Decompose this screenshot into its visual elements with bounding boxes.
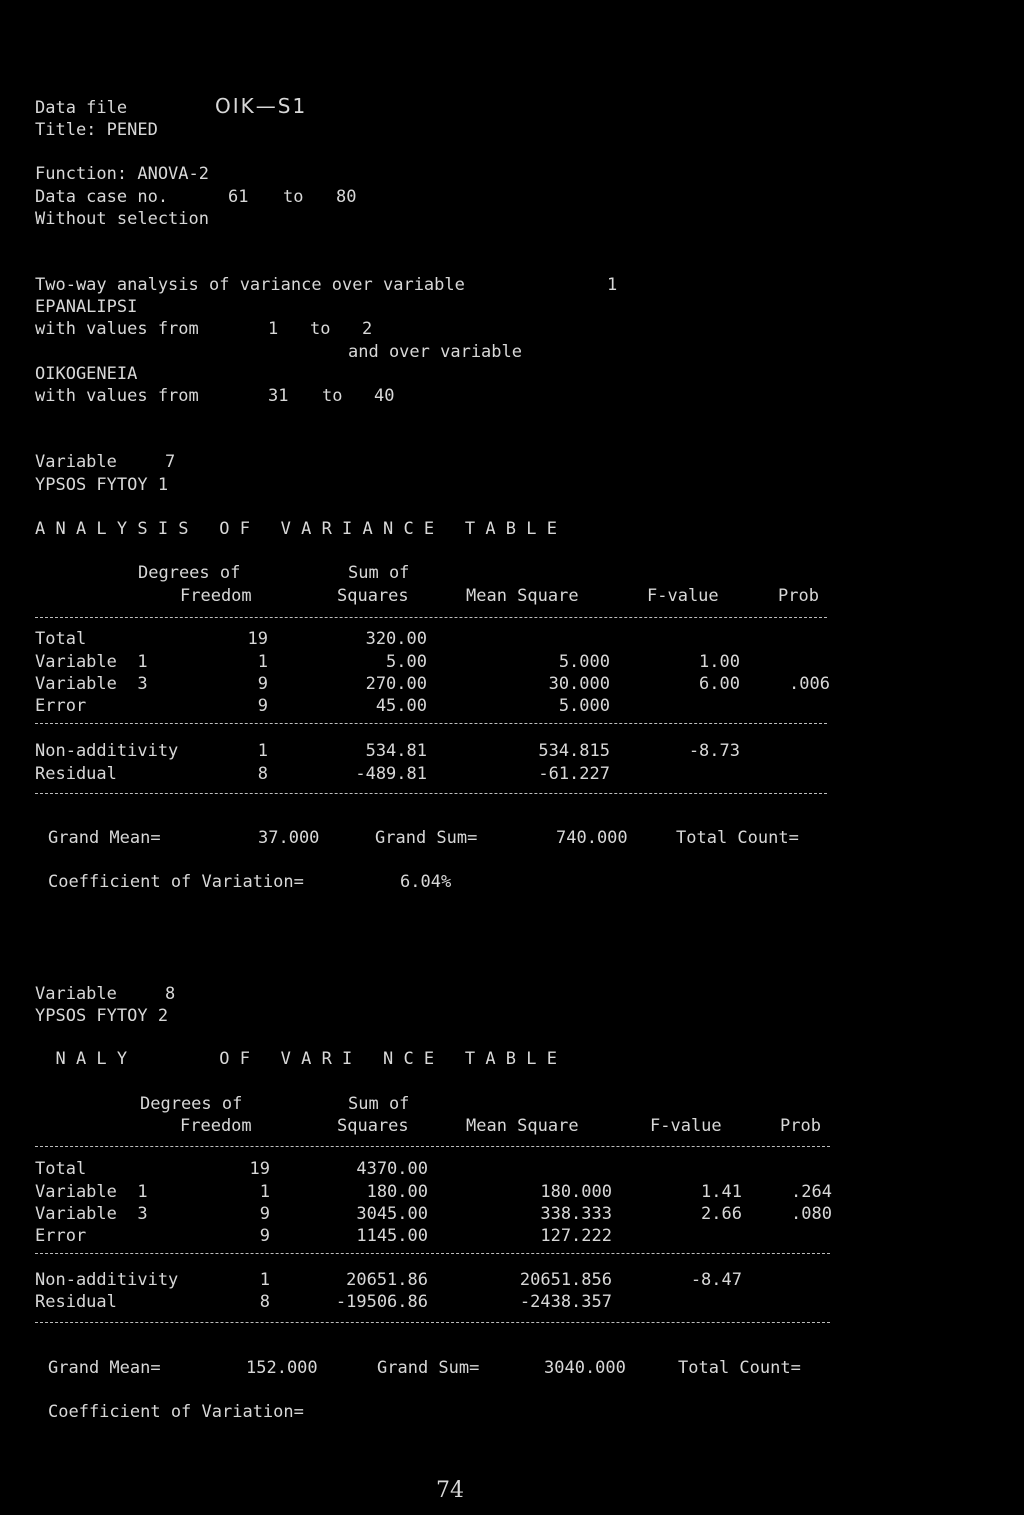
s1-divider-1	[35, 617, 827, 618]
s1-row-ms: 534.815	[538, 741, 610, 761]
s1-header-f: F-value	[647, 586, 719, 606]
s1-header-ss-bottom: Squares	[337, 586, 409, 606]
s2-divider-1	[35, 1146, 830, 1147]
s2-grand-sum-label: Grand Sum=	[377, 1358, 480, 1378]
s2-header-ms: Mean Square	[466, 1116, 579, 1136]
s2-row-ss: 180.00	[366, 1182, 428, 1202]
values2-to: 40	[374, 386, 395, 406]
s2-header-dof-bottom: Freedom	[180, 1116, 252, 1136]
s1-grand-mean-label: Grand Mean=	[48, 828, 161, 848]
s2-header-ss-top: Sum of	[348, 1094, 410, 1114]
s1-row-ss: 534.81	[365, 741, 427, 761]
s2-row-label: Total	[35, 1159, 87, 1179]
s2-row-dof: 1	[259, 1270, 270, 1290]
s2-divider-3	[35, 1322, 830, 1323]
section2-anova-title: N A L Y O F V A R I N C E T A B L E	[35, 1049, 557, 1069]
s1-header-dof-top: Degrees of	[138, 563, 241, 583]
page-number: 74	[436, 1478, 464, 1503]
s2-grand-mean: 152.000	[246, 1358, 318, 1378]
variable2-name: OIKOGENEIA	[35, 364, 138, 384]
s2-row-ss: 20651.86	[346, 1270, 428, 1290]
function-line: Function: ANOVA-2	[35, 164, 209, 184]
s2-row-ms: 180.000	[540, 1182, 612, 1202]
s1-row-dof: 19	[247, 629, 268, 649]
s1-grand-mean: 37.000	[258, 828, 320, 848]
s2-row-label: Non-additivity	[35, 1270, 179, 1290]
s2-row-dof: 9	[259, 1204, 270, 1224]
values2-from: 31	[268, 386, 289, 406]
s2-row-dof: 8	[259, 1292, 270, 1312]
s1-header-ms: Mean Square	[466, 586, 579, 606]
s2-row-dof: 1	[259, 1182, 270, 1202]
variable1-name: EPANALIPSI	[35, 297, 138, 317]
s1-row-ss: -489.81	[355, 764, 427, 784]
s1-total-count-label: Total Count=	[676, 828, 799, 848]
s1-row-label: Variable 1	[35, 652, 148, 672]
s1-row-ms: 30.000	[548, 674, 610, 694]
s1-cv-value: 6.04%	[400, 872, 452, 892]
s2-row-f: 1.41	[701, 1182, 742, 1202]
s2-row-label: Error	[35, 1226, 87, 1246]
s1-row-ss: 5.00	[386, 652, 427, 672]
s1-row-label: Residual	[35, 764, 117, 784]
s2-row-f: -8.47	[690, 1270, 742, 1290]
values1-from: 1	[268, 319, 279, 339]
s1-row-f: -8.73	[688, 741, 740, 761]
s1-row-label: Variable 3	[35, 674, 148, 694]
over-variable-number: 1	[607, 275, 618, 295]
s1-grand-sum: 740.000	[556, 828, 628, 848]
case-to-word: to	[283, 187, 304, 207]
s2-row-ms: -2438.357	[519, 1292, 612, 1312]
s1-row-dof: 9	[257, 674, 268, 694]
s1-row-f: 1.00	[699, 652, 740, 672]
title-line: Title: PENED	[35, 120, 158, 140]
s1-row-label: Total	[35, 629, 87, 649]
case-label: Data case no.	[35, 187, 169, 207]
data-file-name: OIK—S1	[215, 94, 308, 118]
section1-variable-name: YPSOS FYTOY 1	[35, 475, 169, 495]
s2-row-ms: 127.222	[540, 1226, 612, 1246]
s2-header-p: Prob	[780, 1116, 821, 1136]
s1-header-dof-bottom: Freedom	[180, 586, 252, 606]
s1-row-ms: 5.000	[558, 652, 610, 672]
s2-row-ms: 20651.856	[519, 1270, 612, 1290]
s1-header-ss-top: Sum of	[348, 563, 410, 583]
s1-row-label: Non-additivity	[35, 741, 179, 761]
s2-header-f: F-value	[650, 1116, 722, 1136]
s1-row-prob: .006	[789, 674, 830, 694]
s1-row-dof: 9	[257, 696, 268, 716]
s2-row-ss: 3045.00	[356, 1204, 428, 1224]
s1-divider-3	[35, 793, 827, 794]
s1-row-f: 6.00	[699, 674, 740, 694]
s1-row-label: Error	[35, 696, 87, 716]
s2-row-dof: 19	[249, 1159, 270, 1179]
s2-row-f: 2.66	[701, 1204, 742, 1224]
s2-row-prob: .264	[791, 1182, 832, 1202]
s2-row-ms: 338.333	[540, 1204, 612, 1224]
section2-variable-label: Variable	[35, 984, 117, 1004]
s1-row-dof: 1	[257, 741, 268, 761]
s1-row-ss: 270.00	[365, 674, 427, 694]
s1-row-dof: 1	[257, 652, 268, 672]
s2-row-ss: 1145.00	[356, 1226, 428, 1246]
s1-cv-label: Coefficient of Variation=	[48, 872, 304, 892]
case-from: 61	[228, 187, 249, 207]
s1-row-dof: 8	[257, 764, 268, 784]
s1-row-ss: 320.00	[365, 629, 427, 649]
s2-row-label: Variable 1	[35, 1182, 148, 1202]
s1-header-p: Prob	[778, 586, 819, 606]
s2-divider-2	[35, 1253, 830, 1254]
s2-total-count-label: Total Count=	[678, 1358, 801, 1378]
analysis-description: Two-way analysis of variance over variable	[35, 275, 465, 295]
s1-row-ms: 5.000	[558, 696, 610, 716]
case-to: 80	[336, 187, 357, 207]
and-over-variable: and over variable	[348, 342, 522, 362]
s2-cv-label: Coefficient of Variation=	[48, 1402, 304, 1422]
section1-anova-title: A N A L Y S I S O F V A R I A N C E T A B L E	[35, 519, 557, 539]
s1-grand-sum-label: Grand Sum=	[375, 828, 478, 848]
values2-to-word: to	[322, 386, 343, 406]
data-file-label: Data file	[35, 98, 128, 118]
s2-row-prob: .080	[791, 1204, 832, 1224]
s2-header-dof-top: Degrees of	[140, 1094, 243, 1114]
selection-line: Without selection	[35, 209, 209, 229]
s1-row-ss: 45.00	[375, 696, 427, 716]
section2-variable-number: 8	[165, 984, 176, 1004]
s2-row-dof: 9	[259, 1226, 270, 1246]
s2-row-ss: -19506.86	[335, 1292, 428, 1312]
s2-grand-sum: 3040.000	[544, 1358, 626, 1378]
values1-to: 2	[362, 319, 373, 339]
s2-row-ss: 4370.00	[356, 1159, 428, 1179]
s2-grand-mean-label: Grand Mean=	[48, 1358, 161, 1378]
section1-variable-label: Variable	[35, 452, 117, 472]
s1-divider-2	[35, 723, 827, 724]
s2-row-label: Residual	[35, 1292, 117, 1312]
s2-row-label: Variable 3	[35, 1204, 148, 1224]
values1-to-word: to	[310, 319, 331, 339]
s1-row-ms: -61.227	[538, 764, 610, 784]
values2-label: with values from	[35, 386, 199, 406]
section2-variable-name: YPSOS FYTOY 2	[35, 1006, 169, 1026]
s2-header-ss-bottom: Squares	[337, 1116, 409, 1136]
values1-label: with values from	[35, 319, 199, 339]
section1-variable-number: 7	[165, 452, 176, 472]
